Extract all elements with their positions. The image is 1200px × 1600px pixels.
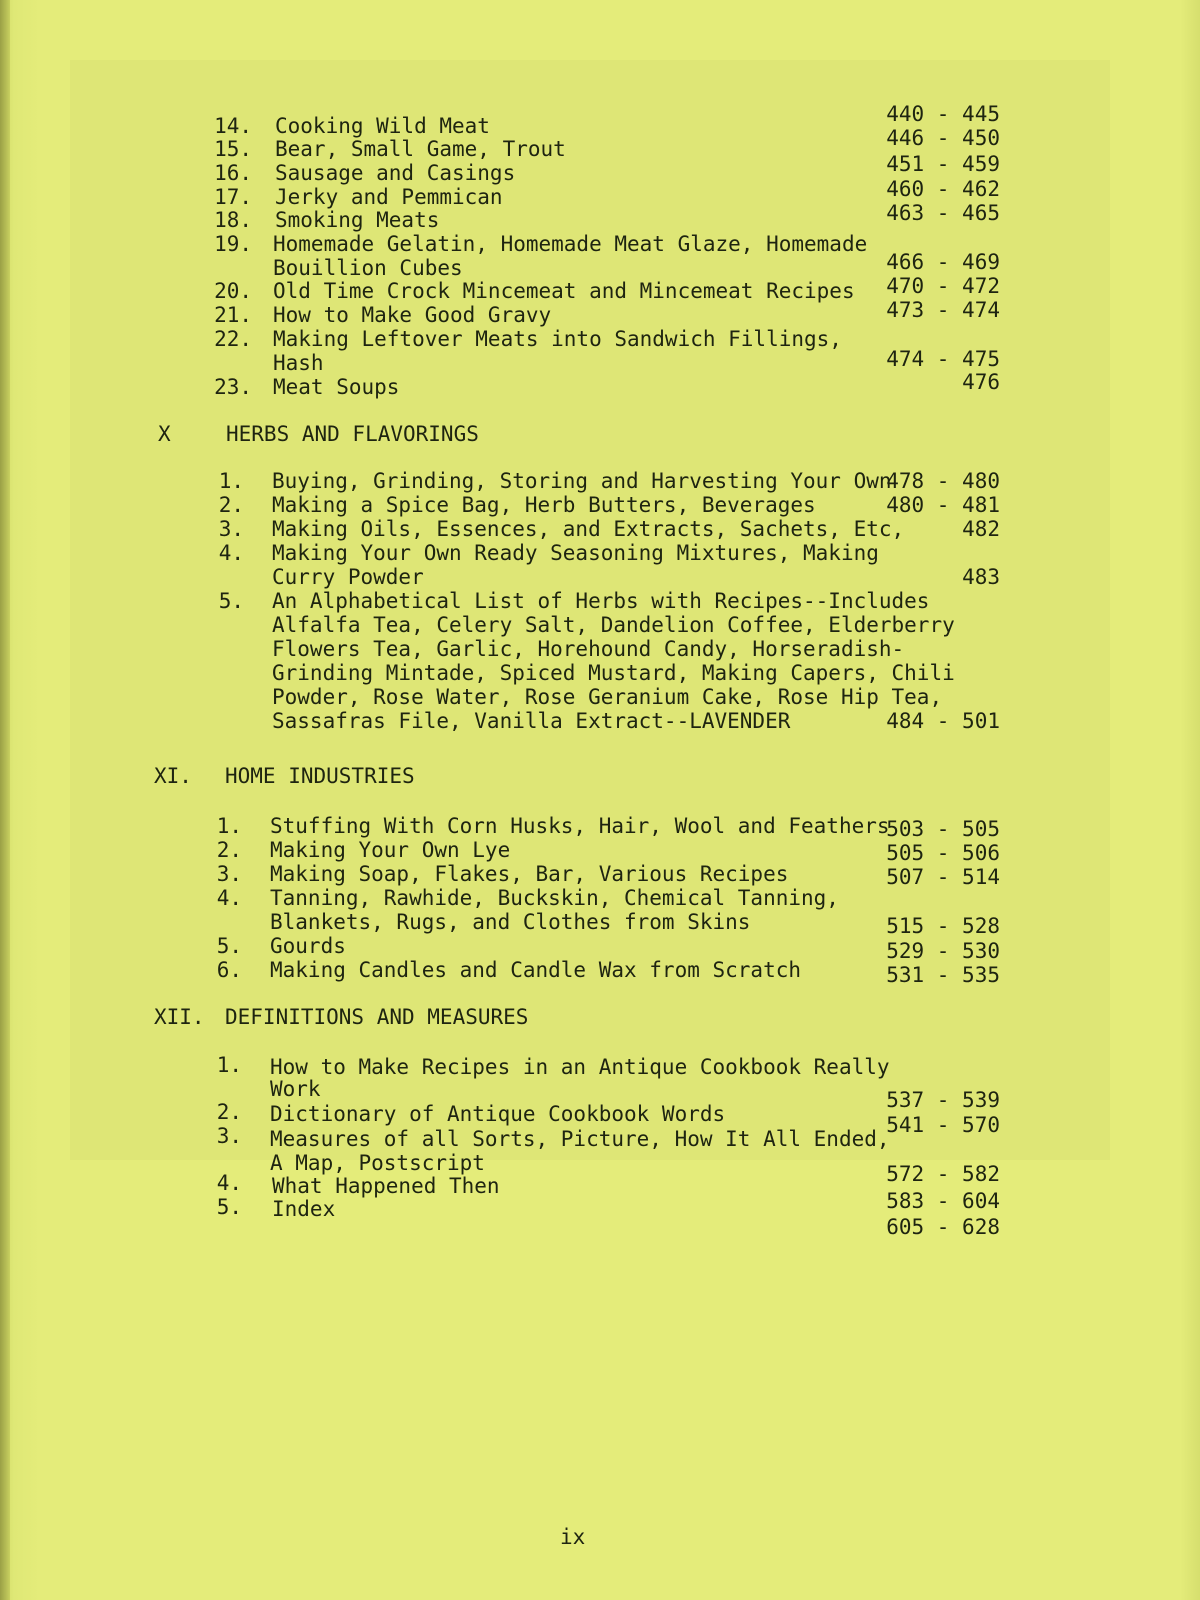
toc-item-title: How to Make Good Gravy: [273, 303, 552, 327]
toc-item-pages: 541 - 570: [886, 1113, 1000, 1137]
toc-item-number: 2.: [216, 1100, 242, 1124]
section-numeral: XI.: [154, 764, 192, 788]
toc-item-title-continued: A Map, Postscript: [270, 1151, 485, 1175]
toc-item-title: Bear, Small Game, Trout: [275, 137, 566, 161]
toc-item-number: 15.: [214, 137, 252, 161]
toc-item-pages: 605 - 628: [886, 1215, 1000, 1239]
toc-item-title: Making Leftover Meats into Sandwich Fillings,: [273, 327, 842, 351]
toc-item-number: 4.: [216, 886, 242, 910]
toc-item-title: Stuffing With Corn Husks, Hair, Wool and Feathers: [270, 814, 890, 838]
toc-item-number: 22.: [214, 327, 252, 351]
toc-item-title-line: Powder, Rose Water, Rose Geranium Cake, Rose Hip Tea,: [272, 685, 943, 709]
toc-item-pages: 503 - 505: [886, 817, 1000, 841]
toc-item-title: How to Make Recipes in an Antique Cookbook Really: [270, 1055, 890, 1079]
toc-item-title: What Happened Then: [272, 1174, 500, 1198]
toc-item-pages: 505 - 506: [886, 841, 1000, 865]
toc-item-title-continued: Bouillion Cubes: [273, 256, 463, 280]
toc-item-number: 14.: [214, 114, 252, 138]
toc-item-title: Meat Soups: [273, 375, 400, 399]
toc-item-pages: 473 - 474: [886, 298, 1000, 322]
toc-item-pages: 478 - 480: [886, 469, 1000, 493]
toc-item-pages: 507 - 514: [886, 865, 1000, 889]
toc-item-pages: 529 - 530: [886, 939, 1000, 963]
toc-item-number: 18.: [214, 208, 252, 232]
toc-item-title: Making Soap, Flakes, Bar, Various Recipes: [270, 862, 789, 886]
toc-item-title-continued: Work: [270, 1077, 321, 1101]
toc-item-title-line: An Alphabetical List of Herbs with Recipes--Includes: [272, 589, 930, 613]
toc-item-pages: 482: [962, 517, 1000, 541]
toc-item-number: 2.: [216, 838, 242, 862]
toc-item-pages: 531 - 535: [886, 963, 1000, 987]
toc-item-title: Jerky and Pemmican: [275, 185, 503, 209]
toc-item-number: 21.: [214, 303, 252, 327]
toc-item-pages: 537 - 539: [886, 1088, 1000, 1112]
toc-item-number: 19.: [214, 232, 252, 256]
toc-item-pages: 515 - 528: [886, 914, 1000, 938]
toc-item-title: Smoking Meats: [275, 208, 440, 232]
toc-item-title: Tanning, Rawhide, Buckskin, Chemical Tanning,: [270, 886, 839, 910]
toc-item-number: 20.: [214, 279, 252, 303]
toc-item-number: 1.: [216, 1053, 242, 1077]
toc-item-pages: 476: [962, 370, 1000, 394]
section-heading: HERBS AND FLAVORINGS: [226, 422, 479, 446]
toc-item-pages: 463 - 465: [886, 201, 1000, 225]
section-numeral: X: [158, 422, 171, 446]
toc-item-title-line: Flowers Tea, Garlic, Horehound Candy, Horseradish-: [272, 637, 905, 661]
toc-item-title: Dictionary of Antique Cookbook Words: [270, 1102, 726, 1126]
toc-item-pages: 466 - 469: [886, 250, 1000, 274]
toc-item-number: 4.: [216, 1171, 242, 1195]
page-number: ix: [560, 1525, 586, 1549]
toc-item-number: 6.: [216, 958, 242, 982]
toc-item-title: Measures of all Sorts, Picture, How It All Ended,: [270, 1127, 890, 1151]
toc-item-number: 23.: [214, 375, 252, 399]
toc-item-pages: 583 - 604: [886, 1189, 1000, 1213]
toc-item-number: 5.: [218, 589, 244, 613]
toc-item-title-line: Alfalfa Tea, Celery Salt, Dandelion Coffee, Elderberry: [272, 613, 955, 637]
toc-item-pages: 446 - 450: [886, 126, 1000, 150]
toc-item-number: 17.: [214, 185, 252, 209]
toc-item-title: Old Time Crock Mincemeat and Mincemeat Recipes: [273, 279, 855, 303]
toc-item-title-continued: Blankets, Rugs, and Clothes from Skins: [270, 910, 751, 934]
toc-item-number: 1.: [216, 814, 242, 838]
toc-item-number: 16.: [214, 161, 252, 185]
toc-item-pages: 474 - 475: [886, 347, 1000, 371]
toc-item-pages: 484 - 501: [886, 709, 1000, 733]
section-numeral: XII.: [154, 1005, 205, 1029]
toc-item-pages: 572 - 582: [886, 1162, 1000, 1186]
toc-item-title: Sausage and Casings: [275, 161, 516, 185]
toc-item-pages: 460 - 462: [886, 177, 1000, 201]
toc-item-number: 3.: [216, 862, 242, 886]
toc-item-pages: 451 - 459: [886, 152, 1000, 176]
toc-item-number: 5.: [216, 1195, 242, 1219]
toc-item-pages: 470 - 472: [886, 274, 1000, 298]
toc-item-pages: 480 - 481: [886, 493, 1000, 517]
toc-item-pages: 483: [962, 565, 1000, 589]
toc-item-title-line: Grinding Mintade, Spiced Mustard, Making Capers, Chili: [272, 661, 955, 685]
toc-item-number: 5.: [216, 934, 242, 958]
toc-item-title: Making Candles and Candle Wax from Scratch: [270, 958, 802, 982]
toc-item-pages: 440 - 445: [886, 102, 1000, 126]
toc-item-title-continued: Curry Powder: [272, 565, 424, 589]
toc-item-title: Buying, Grinding, Storing and Harvesting Your Own: [272, 469, 892, 493]
toc-item-title: Gourds: [270, 934, 346, 958]
toc-item-title: Making Oils, Essences, and Extracts, Sachets, Etc,: [272, 517, 905, 541]
section-heading: DEFINITIONS AND MEASURES: [225, 1005, 529, 1029]
toc-item-number: 4.: [218, 541, 244, 565]
toc-item-title: Making Your Own Ready Seasoning Mixtures, Making: [272, 541, 879, 565]
toc-item-title: Making a Spice Bag, Herb Butters, Beverages: [272, 493, 816, 517]
toc-item-number: 3.: [216, 1124, 242, 1148]
toc-item-title: Cooking Wild Meat: [275, 114, 490, 138]
toc-item-number: 3.: [218, 517, 244, 541]
toc-item-title: Making Your Own Lye: [270, 838, 511, 862]
toc-item-title: Homemade Gelatin, Homemade Meat Glaze, Homemade: [273, 232, 868, 256]
toc-item-title-continued: Hash: [273, 351, 324, 375]
toc-item-title-line: Sassafras File, Vanilla Extract--LAVENDER: [272, 709, 791, 733]
toc-item-title: Index: [272, 1197, 336, 1221]
toc-item-number: 1.: [218, 469, 244, 493]
section-heading: HOME INDUSTRIES: [225, 764, 415, 788]
toc-item-number: 2.: [218, 493, 244, 517]
